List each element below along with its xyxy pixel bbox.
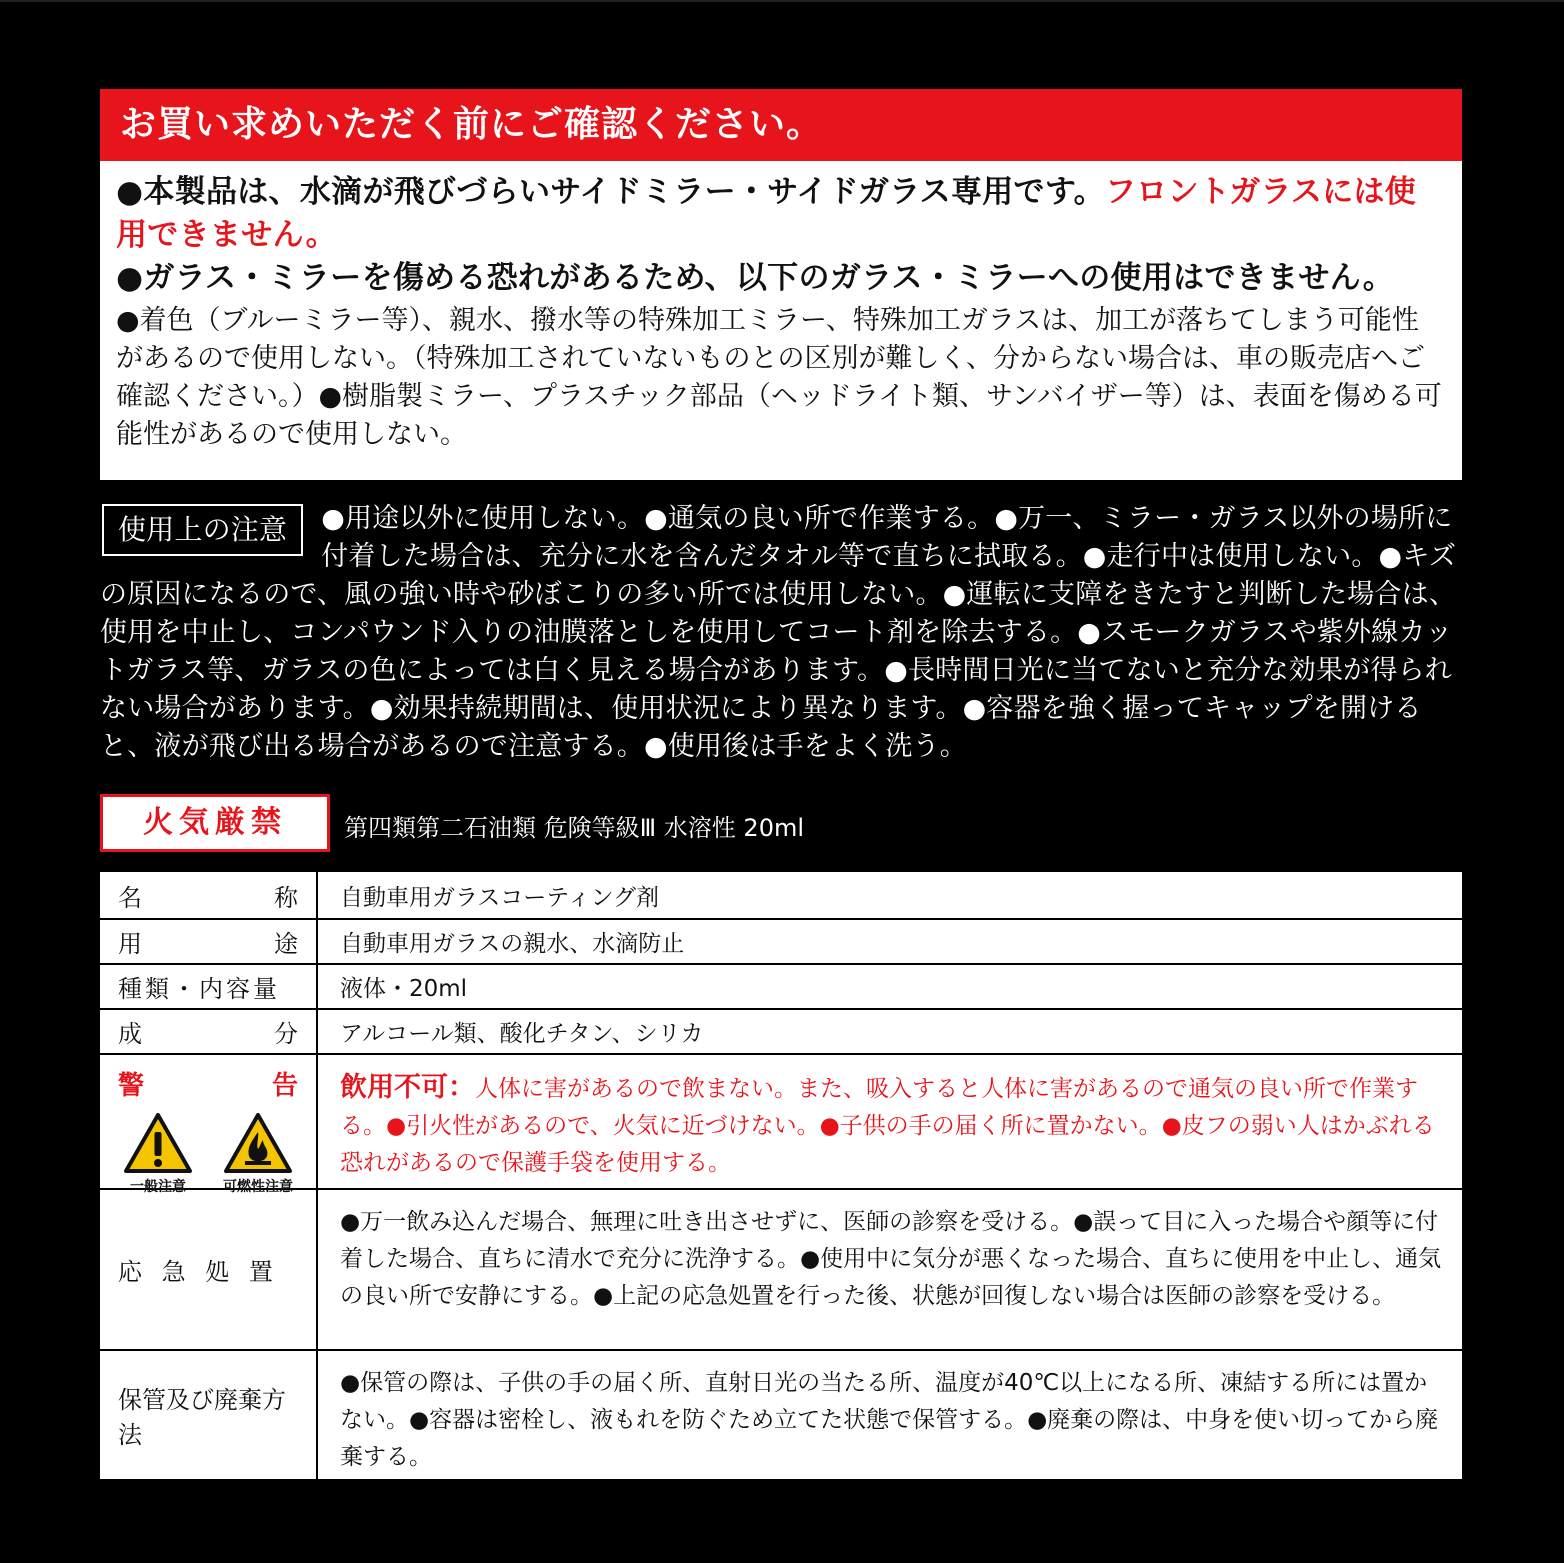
spec-table — [100, 872, 1462, 1479]
spec-label-warning — [100, 1055, 318, 1195]
spec-label-first-aid: 応 急 処 置 — [100, 1190, 318, 1349]
general-caution-label: 一般注意 — [130, 1179, 186, 1195]
top-border — [0, 0, 1564, 2]
exclamation-triangle-icon — [123, 1112, 193, 1174]
spec-label-use-char-1: 用 — [118, 930, 142, 958]
spec-value-storage: ●保管の際は、子供の手の届く所、直射日光の当たる所、温度が40℃以上になる所、凍結する所には置かない。●容器は密栓し、液もれを防ぐため立てた状態で保管する。●廃棄の際は、中身を使い切ってから廃棄する。 — [340, 1370, 1439, 1470]
spec-value-type: 液体・20ml — [340, 976, 468, 1002]
notice-line-1 — [116, 171, 1444, 257]
spec-value-warning — [318, 1055, 1462, 1188]
hazard-pictograms — [118, 1112, 298, 1196]
notice-heading: お買い求めいただく前にご確認ください。 — [100, 89, 1462, 161]
flammable-pictogram — [218, 1112, 298, 1196]
spec-label-name-char-1: 名 — [118, 883, 142, 912]
warning-text: 人体に害があるので飲まない。また、吸入すると人体に害があるので通気の良い所で作業する。●引火性があるので、火気に近づけない。●子供の手の届く所に置かない。●皮フの弱い人はかぶれる恐れがあるので保護手袋を使用する。 — [340, 1076, 1435, 1176]
hazard-class-info: 第四類第二石油類 危険等級Ⅲ 水溶性 20ml — [344, 814, 805, 842]
spec-row-type — [100, 963, 1462, 1008]
spec-row-name — [100, 872, 1462, 918]
notice-detail: ●着色（ブルーミラー等）、親水、撥水等の特殊加工ミラー、特殊加工ガラスは、加工が落ちてしまう可能性があるので使用しない。（特殊加工されていないものとの区別が難しく、分からない場合は、車の販売店へご確認ください。）●樹脂製ミラー、プラスチック部品（ヘッドライト類、サンバイザー等）は、表面を傷める可能性があるので使用しない。 — [116, 305, 1442, 450]
notice-line-1-red-text: フロントガラスには使用できません。 — [116, 174, 1417, 253]
usage-caution-section — [100, 500, 1462, 766]
warning-title-char-2: 告 — [271, 1071, 298, 1101]
fire-prohibited-label: 火気厳禁 — [100, 794, 330, 852]
spec-row-use — [100, 918, 1462, 963]
flammable-caution-label: 可燃性注意 — [223, 1179, 293, 1195]
spec-label-components-char-1: 成 — [118, 1020, 142, 1048]
flame-triangle-icon — [223, 1112, 293, 1174]
spec-label-name-char-2: 称 — [274, 883, 298, 912]
general-caution-pictogram — [118, 1112, 198, 1196]
notice-line-1-text: ●本製品は、水滴が飛びづらいサイドミラー・サイドガラス専用です。 — [116, 174, 1105, 210]
spec-label-components-char-2: 分 — [274, 1020, 298, 1048]
notice-body — [100, 161, 1462, 454]
spec-label-type: 種類・内容量 — [100, 965, 318, 1008]
spec-row-storage — [100, 1349, 1462, 1479]
warning-title — [118, 1065, 298, 1102]
purchase-notice-box — [100, 89, 1462, 480]
notice-line-2: ●ガラス・ミラーを傷める恐れがあるため、以下のガラス・ミラーへの使用はできません。 — [116, 260, 1395, 296]
usage-caution-label: 使用上の注意 — [102, 504, 303, 556]
usage-caution-text: ●用途以外に使用しない。●通気の良い所で作業する。●万一、ミラー・ガラス以外の場所に付着した場合は、充分に水を含んだタオル等で直ちに拭取る。●走行中は使用しない。●キズの原因になるので、風の強い時や砂ぼこりの多い所では使用しない。●運転に支障をきたすと判断した場合は、使用を中止し、コンパウンド入りの油膜落としを使用してコート剤を除去する。●スモークガラスや紫外線カットガラス等、ガラスの色によっては白く見える場合があります。●長時間日光に当てないと充分な効果が得られない場合があります。●効果持続期間は、使用状況により異なります。●容器を強く握ってキャップを開けると、液が飛び出る場合があるので注意する。●使用後は手をよく洗う。 — [100, 503, 1457, 762]
spec-label-components — [100, 1010, 318, 1053]
spec-label-use-char-2: 途 — [274, 930, 298, 958]
spec-value-name: 自動車用ガラスコーティング剤 — [340, 884, 660, 911]
spec-label-name — [100, 872, 318, 918]
spec-row-warning — [100, 1053, 1462, 1195]
spec-row-first-aid — [100, 1188, 1462, 1349]
spec-label-use — [100, 920, 318, 963]
warning-title-char-1: 警 — [118, 1071, 145, 1101]
no-drinking-label: 飲用不可： — [340, 1072, 475, 1103]
spec-row-components — [100, 1008, 1462, 1053]
spec-value-use: 自動車用ガラスの親水、水滴防止 — [340, 931, 685, 957]
spec-value-first-aid: ●万一飲み込んだ場合、無理に吐き出させずに、医師の診察を受ける。●誤って目に入った場合や顔等に付着した場合、直ちに清水で充分に洗浄する。●使用中に気分が悪くなった場合、直ちに使用を中止し、通気の良い所で安静にする。●上記の応急処置を行った後、状態が回復しない場合は医師の診察を受ける。 — [340, 1209, 1442, 1309]
spec-value-components: アルコール類、酸化チタン、シリカ — [340, 1021, 704, 1047]
spec-label-storage: 保管及び廃棄方法 — [100, 1351, 318, 1479]
